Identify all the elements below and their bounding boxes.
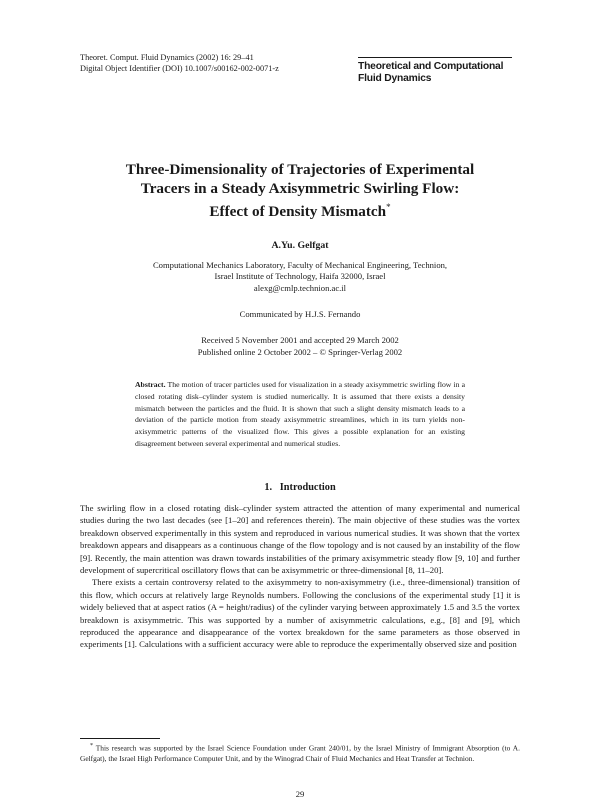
affiliation: [80, 260, 520, 294]
received-date: Received 5 November 2001 and accepted 29 March 2002: [201, 335, 399, 345]
footnote: [80, 741, 520, 764]
section-number: 1.: [264, 482, 273, 493]
paragraph: There exists a certain controversy related to the axisymmetry to non-axisymmetry (i.e., three-dimensional) transition of this flow, which occurs at relatively large Reynolds numbers. Following the conclusions of the experimental study [1] it is widely believed that at aspect ratios (A = height/radius) of the cylinder varying between approximately 1.5 and 3.5 the vortex breakdown is axisymmetric. This was supported by a number of axisymmetric calculations, e.g., [8] and [9], which reproduced the appearance and disappearance of the vortex breakdown for the same parameters as those observed in experiments [1]. Calculations with a sufficient accuracy were able to reproduce the experimentally observed size and position: [80, 577, 520, 650]
body-text: [80, 502, 520, 651]
abstract-label: Abstract.: [135, 380, 166, 389]
author-email: alexg@cmlp.technion.ac.il: [253, 282, 347, 293]
footnote-mark: *: [90, 743, 94, 749]
title-footnote-mark: *: [386, 202, 391, 212]
communicated-by: Communicated by H.J.S. Fernando: [239, 309, 361, 319]
title-line3-text: Effect of Density Mismatch: [209, 203, 387, 221]
published-date: Published online 2 October 2002 – © Springer-Verlag 2002: [197, 347, 403, 357]
section-heading: [80, 482, 520, 493]
affiliation-line1: Computational Mechanics Laboratory, Faculty of Mechanical Engineering, Technion,: [152, 260, 448, 270]
paper-title: [80, 160, 520, 221]
footnote-text: This research was supported by the Israel Science Foundation under Grant 240/01, by the Israel Ministry of Immigrant Absorption (to A. Gelfgat), the Israel High Performance Computer Unit, and by the Winograd Chair of Fluid Mechanics and Heat Transfer at Technion.: [80, 743, 520, 763]
title-line3: [80, 198, 520, 221]
citation-line: Theoret. Comput. Fluid Dynamics (2002) 16: 29–41: [80, 53, 254, 62]
affiliation-line2: Israel Institute of Technology, Haifa 32000, Israel: [214, 271, 386, 282]
title-line1: Three-Dimensionality of Trajectories of Experimental: [125, 161, 475, 178]
section-title: Introduction: [279, 482, 336, 493]
page-number: 29: [295, 789, 305, 799]
title-line2: Tracers in a Steady Axisymmetric Swirling Flow:: [140, 180, 460, 197]
journal-name-line2: Fluid Dynamics: [358, 72, 432, 84]
publication-dates: [80, 334, 520, 358]
journal-name: [358, 57, 512, 84]
doi-line: Digital Object Identifier (DOI) 10.1007/s00162-002-0071-z: [80, 63, 279, 73]
abstract-text: The motion of tracer particles used for visualization in a steady axisymmetric swirling flow in a closed rotating disk–cylinder system is studied numerically. It is assumed that there exists a density mismatch between the particles and the fluid. It is shown that such a slight density mismatch leads to a deviation of the particle motion from steady axisymmetric streamlines, which in its turn yields non-axisymmetric patterns of the visualized flow. This gives a possible explanation for an existing disagreement between several experimental and numerical studies.: [135, 380, 465, 448]
footnote-divider: [80, 738, 160, 739]
author-name: A.Yu. Gelfgat: [271, 240, 329, 251]
abstract: [135, 379, 465, 450]
journal-name-line1: Theoretical and Computational: [358, 61, 504, 72]
citation-header: [80, 53, 279, 74]
paragraph: The swirling flow in a closed rotating disk–cylinder system attracted the attention of many experimental and numerical studies during the two last decades (see [1–20] and references therein). The main objective of these studies was the vortex breakdown observed experimentally in this system and reproduced in various numerical studies. It was shown that the vortex breakdown appears and disappears as a continuous change of the flow topology and is not caused by an instability of the flow [9]. Recently, the main attention was drawn towards instabilities of the primary axisymmetric steady flow [9, 10] and further development of supercritical oscillatory flows that can be axisymmetric or three-dimensional [8, 11–20].: [80, 503, 520, 576]
